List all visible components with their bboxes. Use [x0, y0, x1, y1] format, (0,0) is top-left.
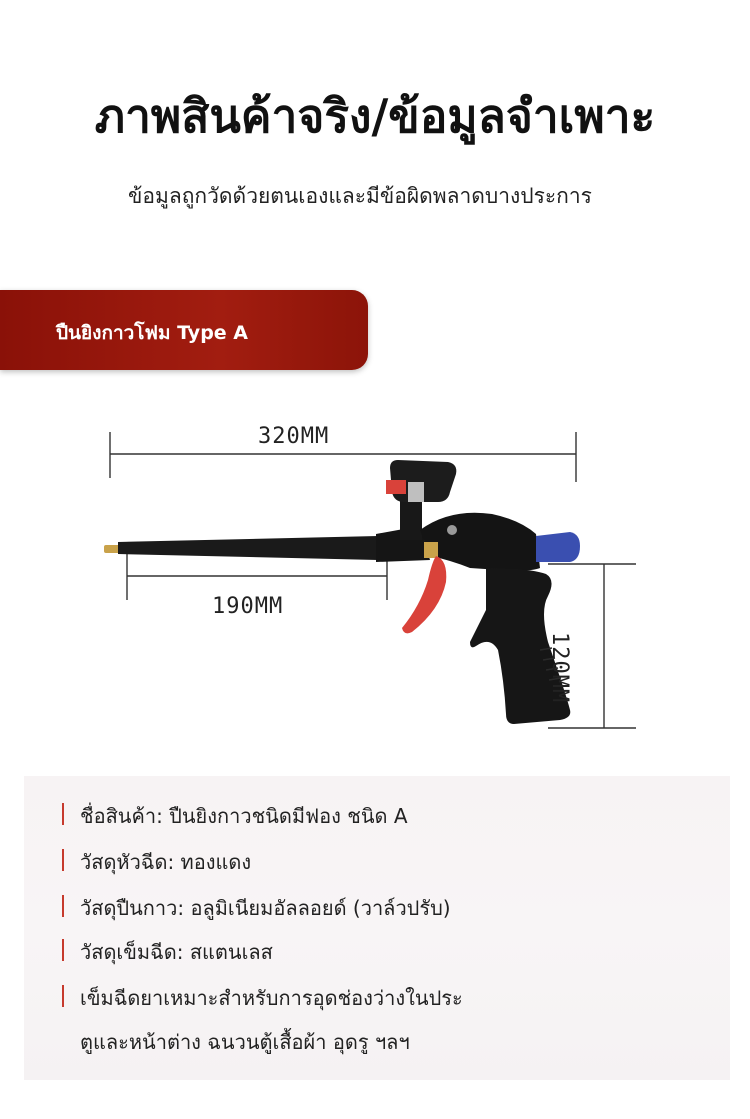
spec-accent-bar — [62, 803, 64, 825]
spec-accent-bar — [62, 939, 64, 961]
barrel — [118, 536, 378, 560]
pivot-screw — [447, 525, 457, 535]
trigger — [402, 556, 446, 633]
dim-barrel-label: 190MM — [212, 594, 284, 619]
blue-cap — [536, 532, 580, 562]
spec-accent-bar — [62, 895, 64, 917]
page-title: ภาพสินค้าจริง/ข้อมูลจำเพาะ — [94, 89, 656, 143]
dim-height-label: 120MM — [547, 632, 572, 704]
brass-tip — [104, 545, 120, 553]
banner-label: ปืนยิงกาวโฟม Type A — [56, 322, 248, 344]
spec-item-continuation: ตูและหน้าต่าง ฉนวนตู้เสื้อผ้า อุดรู ฯลฯ — [80, 1030, 410, 1054]
foam-gun-illustration — [0, 410, 750, 740]
page-subtitle: ข้อมูลถูกวัดด้วยตนเองและมีข้อผิดพลาดบางประการ — [128, 184, 592, 208]
product-figure — [0, 410, 750, 740]
brass-connector — [424, 542, 438, 558]
spec-accent-bar — [62, 849, 64, 871]
valve-stem — [400, 500, 422, 540]
knob-metal-part — [408, 482, 424, 502]
spec-accent-bar — [62, 985, 64, 1007]
dim-total-label: 320MM — [258, 424, 330, 449]
product-banner — [0, 290, 368, 370]
knob-red-clip — [386, 480, 406, 494]
